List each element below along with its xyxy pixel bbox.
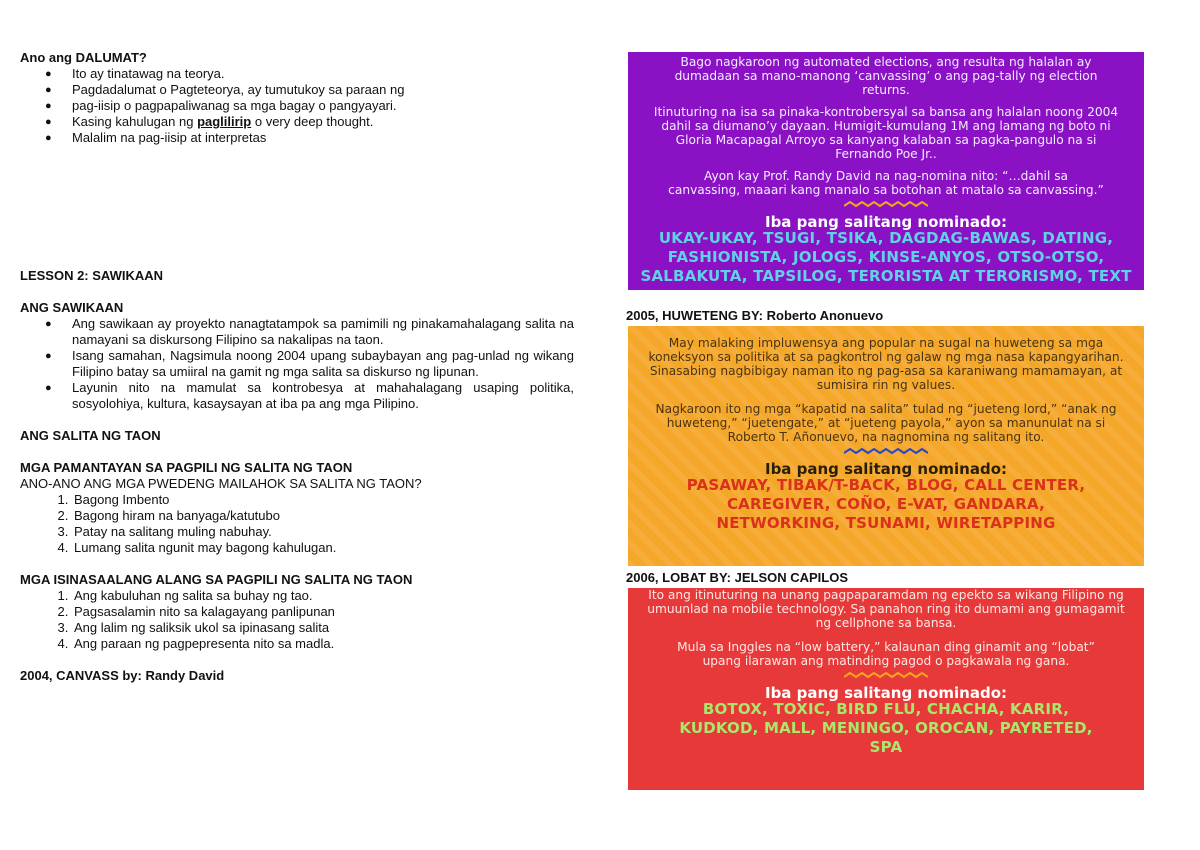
sawikaan-list — [20, 316, 580, 412]
nominado-heading: Iba pang salitang nominado: — [764, 684, 1008, 702]
isinasaalang-heading: MGA ISINASAALANG ALANG SA PAGPILI NG SALITA NG TAON — [20, 572, 413, 587]
nominado-heading: Iba pang salitang nominado: — [764, 460, 1008, 478]
pamantayan-subheading: ANO-ANO ANG MGA PWEDENG MAILAHOK SA SALITA NG TAON? — [20, 476, 422, 491]
huweteng-card — [628, 326, 1144, 566]
list-item: 2. Bagong hiram na banyaga/katutubo — [72, 508, 580, 524]
card-paragraph: Bago nagkaroon ng automated elections, ang resulta ng halalan ay dumadaan sa mano-manong ‘canvassing’ o ang pag-tally ng election returns. — [674, 55, 1098, 97]
nominado-heading: Iba pang salitang nominado: — [764, 213, 1008, 231]
list-item: 4. Lumang salita ngunit may bagong kahulugan. — [72, 540, 580, 556]
nominado-words: PASAWAY, TIBAK/T-BACK, BLOG, CALL CENTER, CAREGIVER, COÑO, E-VAT, GANDARA, NETWORKING, TSUNAMI, WIRETAPPING — [686, 476, 1086, 532]
lobat-caption: 2006, LOBAT BY: JELSON CAPILOS — [626, 570, 849, 585]
left-column — [20, 50, 580, 684]
pamantayan-list — [20, 492, 580, 556]
list-item: ● Isang samahan, Nagsimula noong 2004 upang subaybayan ang pag-unlad ng wikang Filipino batay sa umiiral na gamit ng mga salita sa diskurso ng lipunan. — [72, 348, 574, 380]
dalumat-heading: Ano ang DALUMAT? — [20, 50, 147, 65]
card-paragraph: May malaking impluwensya ang popular na sugal na huweteng sa mga koneksyon sa politika at sa pagkontrol ng galaw ng mga nasa kapangyarihan. Sinasabing nagbibigay naman ito ng pag-asa sa karaniwang mamamayan, at sumisira rin ng values. — [648, 336, 1124, 392]
sawikaan-heading: ANG SAWIKAAN — [20, 300, 124, 315]
card-paragraph: Mula sa Inggles na “low battery,” kalaunan ding ginamit ang “lobat” upang ilarawan ang matinding pagod o pagkawala ng gana. — [677, 640, 1095, 668]
list-item-text: Kasing kahulugan ng — [72, 114, 194, 129]
canvass-card — [628, 52, 1144, 290]
keyword-paglilirip: paglilirip — [197, 114, 252, 129]
list-item: 3. Ang lalim ng saliksik ukol sa ipinasang salita — [72, 620, 580, 636]
list-item: 2. Pagsasalamin nito sa kalagayang panlipunan — [72, 604, 580, 620]
lobat-card — [628, 588, 1144, 790]
list-item: 3. Patay na salitang muling nabuhay. — [72, 524, 580, 540]
list-item: ● Malalim na pag-iisip at interpretas — [72, 130, 580, 146]
list-item: ● pag-iisip o pagpapaliwanag sa mga bagay o pangyayari. — [72, 98, 580, 114]
huweteng-caption: 2005, HUWETENG BY: Roberto Anonuevo — [626, 308, 884, 323]
wave-divider-icon — [844, 672, 928, 682]
canvass-caption: 2004, CANVASS by: Randy David — [20, 668, 225, 683]
list-item: ● Pagdadalumat o Pagteteorya, ay tumutukoy sa paraan ng — [72, 82, 580, 98]
card-paragraph: Itinuturing na isa sa pinaka-kontrobersyal sa bansa ang halalan noong 2004 dahil sa diumano’y dayaan. Humigit-kumulang 1M ang lamang ng boto ni Gloria Macapagal Arroyo sa kanyang kalaban sa pagka-pangulo na si Fernando Poe Jr.. — [653, 105, 1119, 161]
card-paragraph: Ito ang itinuturing na unang pagpaparamdam ng epekto sa wikang Filipino ng umuunlad na mobile technology. Sa panahon ring ito dumami ang gumagamit ng cellphone sa bansa. — [647, 588, 1125, 630]
list-item: 4. Ang paraan ng pagpepresenta nito sa madla. — [72, 636, 580, 652]
salita-heading: ANG SALITA NG TAON — [20, 428, 161, 443]
pamantayan-heading: MGA PAMANTAYAN SA PAGPILI NG SALITA NG TAON — [20, 460, 353, 475]
list-item-text: o very deep thought. — [251, 114, 374, 129]
list-item: 1. Ang kabuluhan ng salita sa buhay ng tao. — [72, 588, 580, 604]
card-paragraph: Ayon kay Prof. Randy David na nag-nomina nito: “…dahil sa canvassing, maaari kang manalo sa botohan at matalo sa canvassing.” — [668, 169, 1104, 197]
lesson-heading: LESSON 2: SAWIKAAN — [20, 268, 164, 283]
list-item: 1. Bagong Imbento — [72, 492, 580, 508]
list-item: ● Ang sawikaan ay proyekto nanagtatampok sa pamimili ng pinakamahalagang salita na namayani sa diskursong Filipino sa nakalipas na taon. — [72, 316, 574, 348]
isinasaalang-list — [20, 588, 580, 652]
nominado-words: BOTOX, TOXIC, BIRD FLU, CHACHA, KARIR, KUDKOD, MALL, MENINGO, OROCAN, PAYRETED, SPA — [679, 700, 1093, 756]
list-item: ● Layunin nito na mamulat sa kontrobesya at mahahalagang usaping politika, sosyolohiya, kultura, kasaysayan at iba pa ang mga Pilipino. — [72, 380, 574, 412]
nominado-words: UKAY-UKAY, TSUGI, TSIKA, DAGDAG-BAWAS, DATING, FASHIONISTA, JOLOGS, KINSE-ANYOS, OTSO-OTSO, SALBAKUTA, TAPSILOG, TERORISTA AT TERORISMO, TEXT — [640, 229, 1132, 285]
list-item: ● Ito ay tinatawag na teorya. — [72, 66, 580, 82]
list-item — [72, 114, 580, 130]
dalumat-list — [20, 66, 580, 146]
wave-divider-icon — [844, 201, 928, 211]
card-paragraph: Nagkaroon ito ng mga “kapatid na salita” tulad ng “jueteng lord,” “anak ng huweteng,” “juetengate,” at “jueteng payola,” ayon sa manunulat na si Roberto T. Añonuevo, na nagnomina ng salitang ito. — [655, 402, 1117, 444]
wave-divider-icon — [844, 448, 928, 458]
